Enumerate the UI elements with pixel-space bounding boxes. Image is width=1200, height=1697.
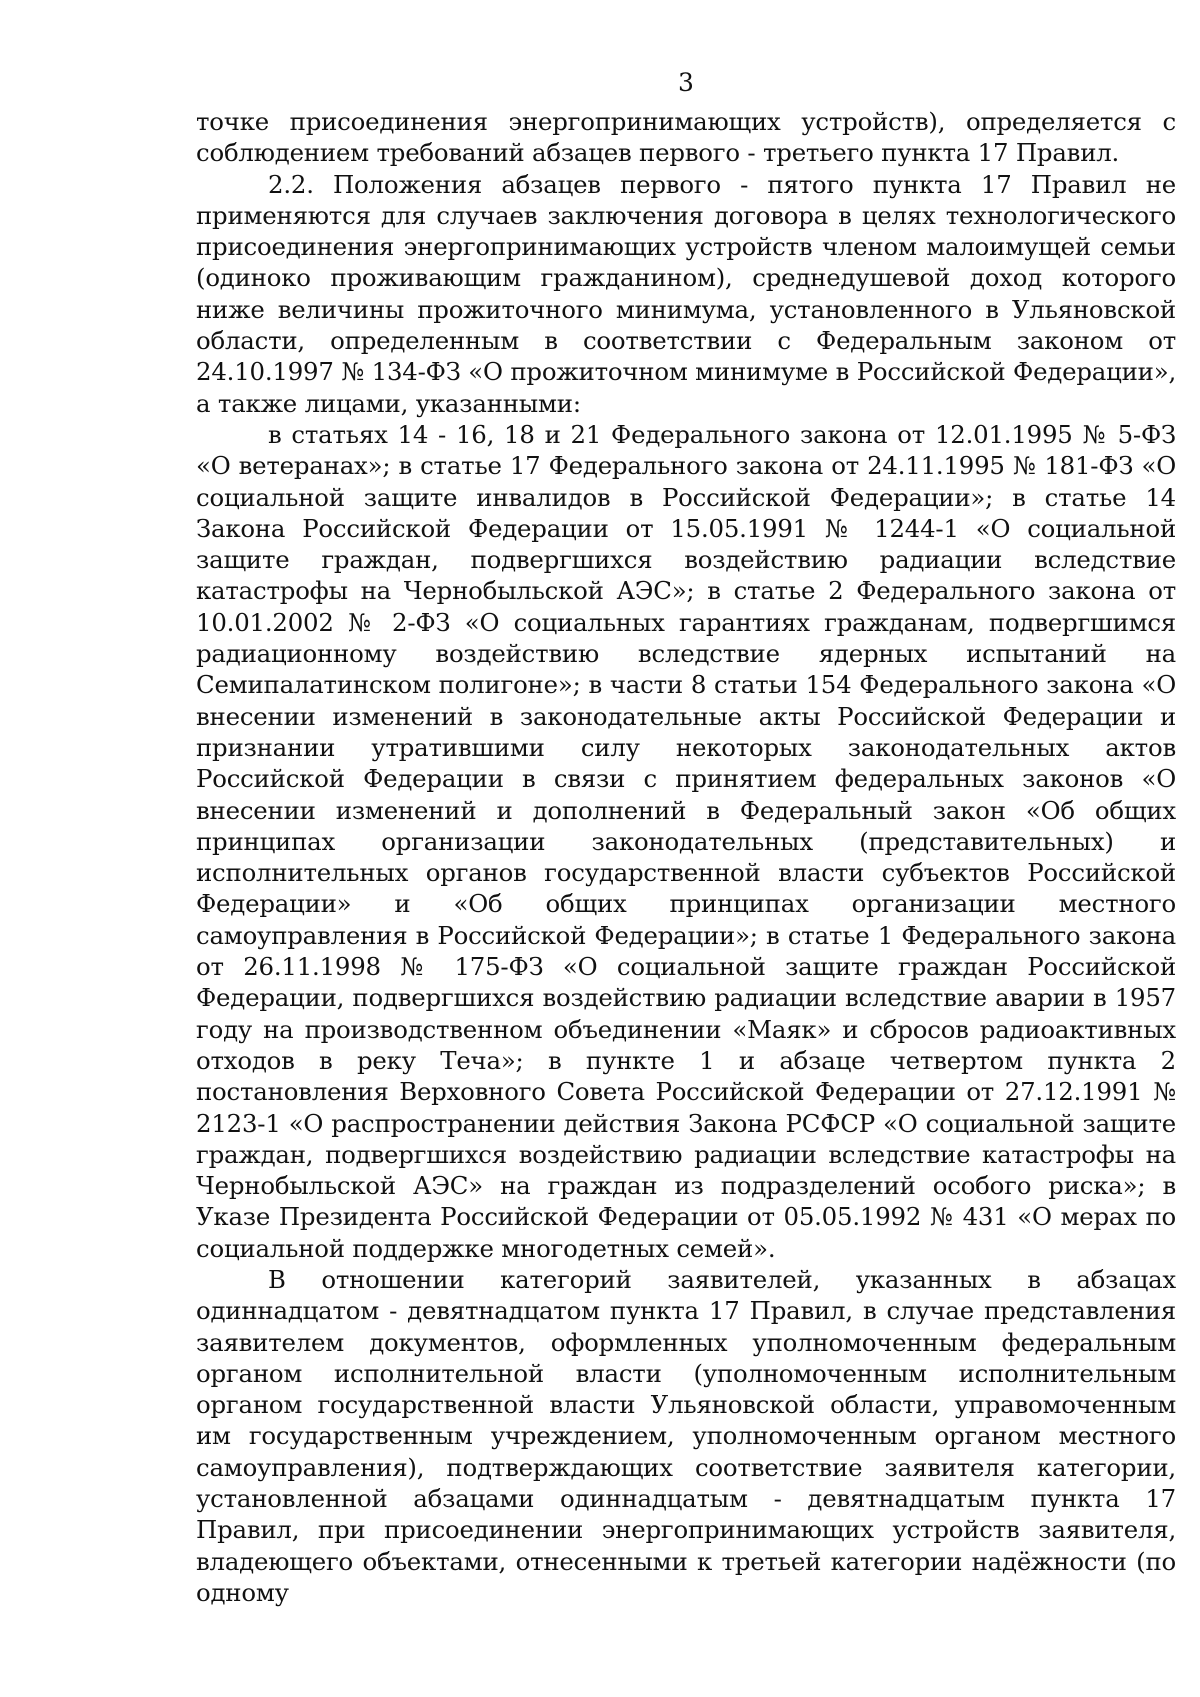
paragraph-legal-references: в статьях 14 - 16, 18 и 21 Федерального закона от 12.01.1995 № 5-ФЗ «О ветеранах»; в статье 17 Федерального закона от 24.11.1995 № 181-ФЗ «О социальной защите инвалидов в Российской Федерации»; в статье 14 Закона Российской Федерации от 15.05.1991 № 1244-1 «О социальной защите граждан, подвергшихся воздействию радиации вследствие катастрофы на Чернобыльской АЭС»; в статье 2 Федерального закона от 10.01.2002 № 2-ФЗ «О социальных гарантиях гражданам, подвергшимся радиационному воздействию вследствие ядерных испытаний на Семипалатинском полигоне»; в части 8 статьи 154 Федерального закона «О внесении изменений в законодательные акты Российской Федерации и признании утратившими силу некоторых законодательных актов Российской Федерации в связи с принятием федеральных законов «О внесении изменений и дополнений в Федеральный закон «Об общих принципах организации законодательных (представительных) и исполнительных органов государственной власти субъектов Российской Федерации» и «Об общих принципах организации местного самоуправления в Российской Федерации»; в статье 1 Федерального закона от 26.11.1998 № 175-ФЗ «О социальной защите граждан Российской Федерации, подвергшихся воздействию радиации вследствие аварии в 1957 году на производственном объединении «Маяк» и сбросов радиоактивных отходов в реку Теча»; в пункте 1 и абзаце четвертом пункта 2 постановления Верховного Совета Российской Федерации от 27.12.1991 № 2123-1 «О распространении действия Закона РСФСР «О социальной защите граждан, подвергшихся воздействию радиации вследствие катастрофы на Чернобыльской АЭС» на граждан из подразделений особого риска»; в Указе Президента Российской Федерации от 05.05.1992 № 431 «О мерах по социальной поддержке многодетных семей». [196, 419, 1176, 1263]
paragraph-applicant-categories: В отношении категорий заявителей, указанных в абзацах одиннадцатом - девятнадцатом пункта 17 Правил, в случае представления заявителем документов, оформленных уполномоченным федеральным органом исполнительной власти (уполномоченным исполнительным органом государственной власти Ульяновской области, управомоченным им государственным учреждением, уполномоченным органом местного самоуправления), подтверждающих соответствие заявителя категории, установленной абзацами одиннадцатым - девятнадцатым пункта 17 Правил, при присоединении энергопринимающих устройств заявителя, владеющего объектами, отнесенными к третьей категории надёжности (по одному [196, 1264, 1176, 1607]
page-number: 3 [678, 68, 694, 97]
paragraph-continuation: точке присоединения энергопринимающих устройств), определяется с соблюдением требований абзацев первого - третьего пункта 17 Правил. [196, 107, 1176, 168]
paragraph-clause-2-2: 2.2. Положения абзацев первого - пятого пункта 17 Правил не применяются для случаев заключения договора в целях технологического присоединения энергопринимающих устройств членом малоимущей семьи (одиноко проживающим гражданином), среднедушевой доход которого ниже величины прожиточного минимума, установленного в Ульяновской области, определенным в соответствии с Федеральным законом от 24.10.1997 № 134-ФЗ «О прожиточном минимуме в Российской Федерации», а также лицами, указанными: [196, 169, 1176, 418]
document-body [196, 106, 1176, 1608]
